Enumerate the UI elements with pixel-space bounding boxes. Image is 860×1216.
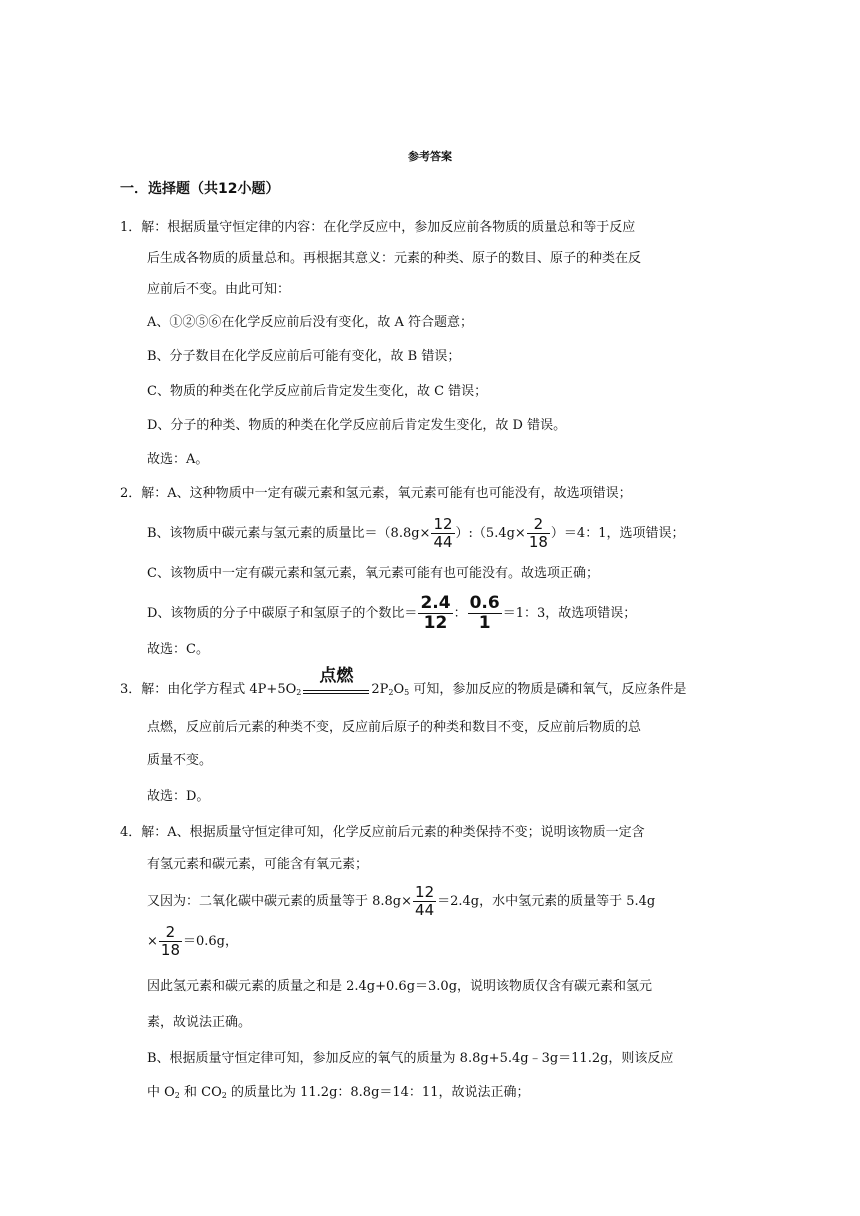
q4-line-4 [147,922,238,962]
q3-text-post: 可知，参加反应的物质是磷和氧气，反应条件是 [409,682,687,697]
q1-answer: 故选：A。 [147,452,209,467]
q3-reaction-condition [301,666,371,699]
q2-b-fraction-1 [431,516,454,551]
q1-option-d: D、分子的种类、物质的种类在化学反应前后肯定发生变化，故 D 错误。 [147,418,567,433]
q1-line-3: 应前后不变。由此可知： [147,282,291,297]
q3-line-3: 质量不变。 [147,753,213,768]
q2-b-fraction-2 [527,516,550,551]
q4-option-b-line-1: B、根据质量守恒定律可知，参加反应的氧气的质量为 8.8g+5.4g﹣3g＝11.2g，则该反应 [147,1051,674,1066]
q2-answer: 故选：C。 [147,642,209,657]
q1-line-1: 1．解：根据质量守恒定律的内容：在化学反应中，参加反应前各物质的质量总和等于反应 [120,220,636,235]
q2-option-c: C、该物质中一定有碳元素和氢元素，氧元素可能有也可能没有。故选项正确； [147,566,599,581]
q4-l3-fraction [413,884,436,919]
q3-text-mid2: O [393,682,405,697]
q4-b2-sub-1: 2 [174,1091,180,1100]
q2-b-fraction-1-den: 44 [433,533,453,551]
q2-d-text-pre: D、该物质的分子中碳原子和氢原子的个数比＝ [147,606,418,621]
q3-condition-text: 点燃 [319,666,354,686]
q2-option-b [147,514,684,554]
q2-d-text-mid: ： [453,606,467,621]
q1-option-b: B、分子数目在化学反应前后可能有变化，故 B 错误； [147,349,461,364]
q4-line-5: 因此氢元素和碳元素的质量之和是 2.4g+0.6g＝3.0g，说明该物质仅含有碳元素和氢元 [147,979,653,994]
q4-b2-text-post: 的质量比为 11.2g：8.8g＝14：11，故说法正确； [226,1085,530,1100]
q4-l3-text-post: ＝2.4g，水中氢元素的质量等于 5.4g [437,894,656,909]
q2-d-fraction-2 [468,594,502,633]
q3-text-pre: 3．解：由化学方程式 4P+5O [120,682,297,697]
q4-l4-fraction-num: 2 [159,924,182,942]
q4-l4-text-pre: × [147,934,158,949]
q4-b2-text-mid: 和 CO [179,1085,222,1100]
q2-b-fraction-2-den: 18 [528,533,548,551]
q2-option-a: 2．解：A、这种物质中一定有碳元素和氢元素，氧元素可能有也可能没有，故选项错误； [120,486,632,501]
q2-d-fraction-1-num: 2.4 [420,593,451,613]
q1-option-a: A、①②⑤⑥在化学反应前后没有变化，故 A 符合题意； [147,315,474,330]
q3-sub-3: 5 [404,688,410,697]
q3-sub-1: 2 [296,688,302,697]
q4-line-1: 4．解：A、根据质量守恒定律可知，化学反应前后元素的种类保持不变；说明该物质一定含 [120,825,645,840]
q4-l4-text-post: ＝0.6g， [183,934,238,949]
q2-option-d [147,592,636,636]
q3-line-1 [120,666,687,699]
q4-l4-fraction [159,924,182,959]
q2-d-fraction-1 [418,594,452,633]
q4-b2-sub-2: 2 [221,1091,227,1100]
q4-b2-text-pre: 中 O [147,1085,175,1100]
q3-sub-2: 2 [388,688,394,697]
q2-d-fraction-1-den: 12 [423,613,448,633]
q4-l3-fraction-den: 44 [415,901,435,919]
q2-b-fraction-1-num: 12 [433,515,453,533]
q4-line-2: 有氢元素和碳元素，可能含有氧元素； [147,857,369,872]
q4-l3-text-pre: 又因为：二氧化碳中碳元素的质量等于 8.8g× [147,894,413,909]
q4-line-3 [147,882,655,922]
q4-line-6: 素，故说法正确。 [147,1015,252,1030]
q2-b-fraction-2-num: 2 [527,516,550,534]
q3-equals-line-2 [303,693,369,694]
q2-b-text-pre: B、该物质中碳元素与氢元素的质量比＝（8.8g× [147,526,431,541]
q3-answer: 故选：D。 [147,789,210,804]
q3-text-mid: 2P [371,682,389,697]
q1-line-2: 后生成各物质的质量总和。再根据其意义：元素的种类、原子的数目、原子的种类在反 [147,251,642,266]
page-title: 参考答案 [408,150,452,163]
section-heading: 一．选择题（共12小题） [120,181,280,197]
q2-b-text-post: ）＝4：1，选项错误； [550,526,685,541]
q4-l4-fraction-den: 18 [160,941,180,959]
q1-option-c: C、物质的种类在化学反应前后肯定发生变化，故 C 错误； [147,384,488,399]
q2-b-text-mid: ）:（5.4g× [455,526,526,541]
q2-d-text-post: ＝1：3，故选项错误； [502,606,637,621]
q3-equals-line-1 [303,690,369,691]
q2-d-fraction-2-den: 1 [478,613,491,633]
q4-l3-fraction-num: 12 [415,883,435,901]
q2-d-fraction-2-num: 0.6 [469,593,500,613]
q4-option-b-line-2 [147,1084,529,1102]
q3-line-2: 点燃，反应前后元素的种类不变，反应前后原子的种类和数目不变，反应前后物质的总 [147,720,642,735]
